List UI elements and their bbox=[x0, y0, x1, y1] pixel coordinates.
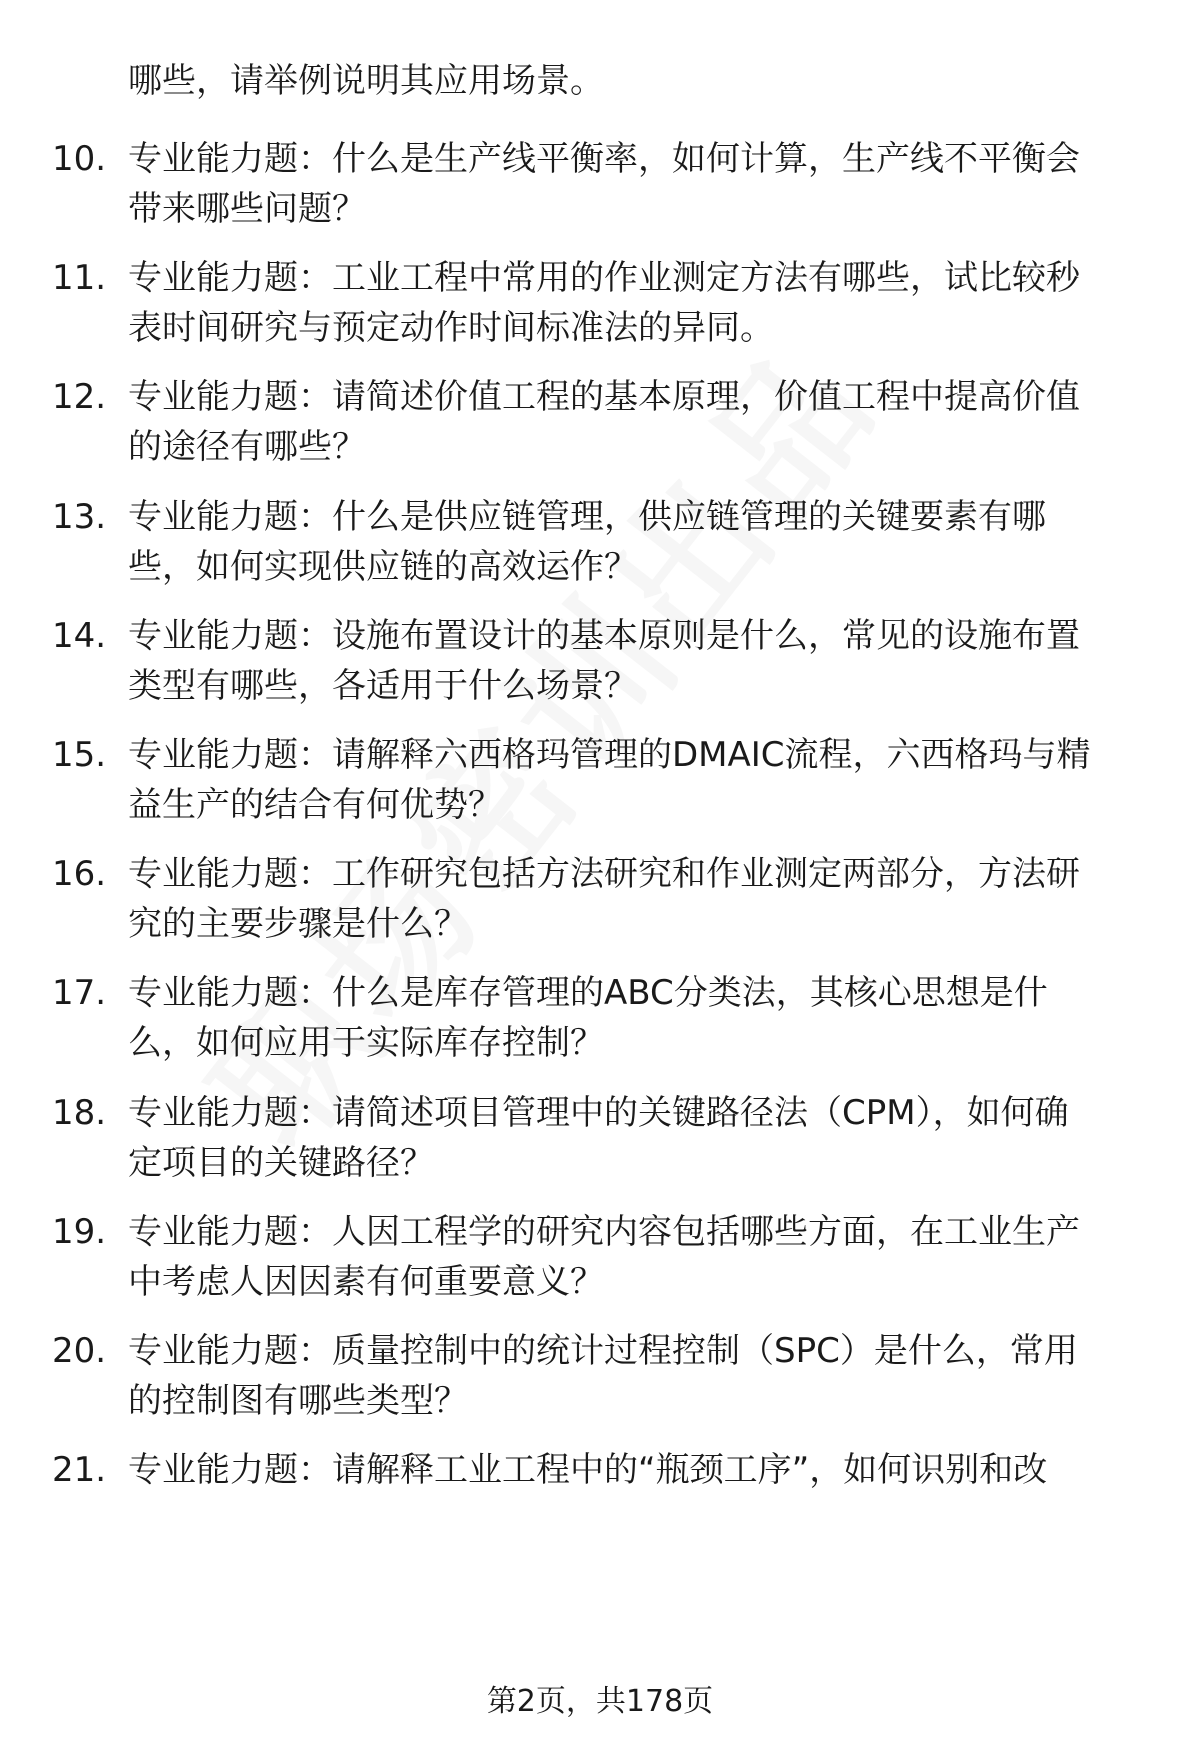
question-line: 专业能力题：工业工程中常用的作业测定方法有哪些，试比较秒 bbox=[128, 258, 1080, 298]
question-line: 类型有哪些，各适用于什么场景？ bbox=[128, 666, 638, 706]
question-number: 19. bbox=[52, 1212, 107, 1252]
continuation-text: 哪些，请举例说明其应用场景。 bbox=[128, 61, 604, 101]
question-line: 些，如何实现供应链的高效运作？ bbox=[128, 547, 638, 587]
question-line: 定项目的关键路径？ bbox=[128, 1143, 434, 1183]
question-number: 14. bbox=[52, 616, 107, 656]
question-line: 专业能力题：什么是供应链管理，供应链管理的关键要素有哪 bbox=[128, 497, 1046, 537]
question-text bbox=[128, 492, 1158, 592]
question-line: 专业能力题：质量控制中的统计过程控制（SPC）是什么，常用 bbox=[128, 1331, 1078, 1371]
question-number: 10. bbox=[52, 139, 107, 179]
question-text bbox=[128, 730, 1158, 830]
question-text bbox=[128, 372, 1158, 472]
question-text bbox=[128, 968, 1158, 1068]
question-number: 20. bbox=[52, 1331, 107, 1371]
question-line: 专业能力题：什么是生产线平衡率，如何计算，生产线不平衡会 bbox=[128, 139, 1080, 179]
page-footer: 第2页，共178页 bbox=[486, 1684, 714, 1719]
question-line: 专业能力题：设施布置设计的基本原则是什么，常见的设施布置 bbox=[128, 616, 1080, 656]
question-text bbox=[128, 849, 1158, 949]
question-number: 12. bbox=[52, 377, 107, 417]
question-line: 的控制图有哪些类型？ bbox=[128, 1381, 468, 1421]
question-text bbox=[128, 1326, 1158, 1426]
question-number: 17. bbox=[52, 973, 107, 1013]
question-line: 专业能力题：请解释工业工程中的“瓶颈工序”，如何识别和改 bbox=[128, 1450, 1048, 1490]
question-text bbox=[128, 253, 1158, 353]
question-line: 益生产的结合有何优势？ bbox=[128, 785, 502, 825]
question-text bbox=[128, 611, 1158, 711]
question-number: 18. bbox=[52, 1093, 107, 1133]
question-line: 专业能力题：请简述项目管理中的关键路径法（CPM），如何确 bbox=[128, 1093, 1069, 1133]
question-line: 专业能力题：什么是库存管理的ABC分类法，其核心思想是什 bbox=[128, 973, 1048, 1013]
question-line: 中考虑人因因素有何重要意义？ bbox=[128, 1262, 604, 1302]
question-text bbox=[128, 1207, 1158, 1307]
question-line: 专业能力题：请简述价值工程的基本原理，价值工程中提高价值 bbox=[128, 377, 1080, 417]
question-number: 15. bbox=[52, 735, 107, 775]
question-line: 么，如何应用于实际库存控制？ bbox=[128, 1023, 604, 1063]
question-line: 的途径有哪些？ bbox=[128, 427, 366, 467]
question-number: 13. bbox=[52, 497, 107, 537]
question-line: 专业能力题：人因工程学的研究内容包括哪些方面，在工业生产 bbox=[128, 1212, 1080, 1252]
question-line: 专业能力题：工作研究包括方法研究和作业测定两部分，方法研 bbox=[128, 854, 1080, 894]
question-line: 究的主要步骤是什么？ bbox=[128, 904, 468, 944]
question-line: 表时间研究与预定动作时间标准法的异同。 bbox=[128, 308, 774, 348]
question-number: 21. bbox=[52, 1450, 107, 1490]
question-text bbox=[128, 1445, 1158, 1495]
question-line: 带来哪些问题？ bbox=[128, 189, 366, 229]
question-number: 16. bbox=[52, 854, 107, 894]
question-text bbox=[128, 134, 1158, 234]
question-text bbox=[128, 1088, 1158, 1188]
question-line: 专业能力题：请解释六西格玛管理的DMAIC流程，六西格玛与精 bbox=[128, 735, 1091, 775]
question-number: 11. bbox=[52, 258, 107, 298]
